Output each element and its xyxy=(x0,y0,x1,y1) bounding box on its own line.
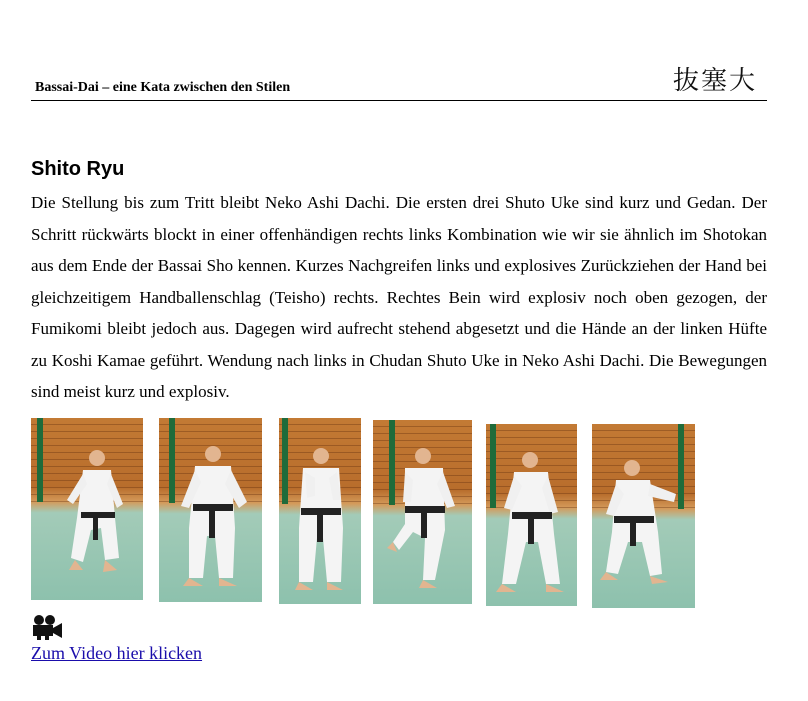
karateka-figure xyxy=(592,424,695,608)
karateka-figure xyxy=(159,418,262,602)
section-title: Shito Ryu xyxy=(31,158,125,180)
karate-photo-6 xyxy=(592,424,695,608)
page-header xyxy=(31,64,767,101)
karateka-figure xyxy=(373,420,472,604)
karate-photo-1 xyxy=(31,418,143,600)
video-camera-icon[interactable] xyxy=(31,614,63,640)
header-title: Bassai-Dai – eine Kata zwischen den Stilen xyxy=(35,80,291,95)
header-kanji-logo: 抜塞大 xyxy=(672,66,757,96)
video-link[interactable]: Zum Video hier klicken xyxy=(31,643,203,663)
karateka-figure xyxy=(31,418,143,600)
karate-photo-2 xyxy=(159,418,262,602)
karateka-figure xyxy=(279,418,361,604)
karate-photo-4 xyxy=(373,420,472,604)
section-body-text: Die Stellung bis zum Tritt bleibt Neko Ashi Dachi. Die ersten drei Shuto Uke sind kurz und Gedan. Der Schritt rückwärts blockt in einer offenhändigen rechts links Kombination wie wir sie ähnlich im Shotokan aus dem Ende der Bassai Sho kennen. Kurzes Nachgreifen links und explosives Zurückziehen der Hand bei gleichzeitigem Handballenschlag (Teisho) rechts. Rechtes Bein wird explosiv noch oben gezogen, der Fumikomi bleibt jedoch aus. Dagegen wird aufrecht stehend abgesetzt und die Hände an der linken Hüfte zu Koshi Kamae geführt. Wendung nach links in Chudan Shuto Uke in Neko Ashi Dachi. Die Bewegungen sind meist kurz und explosiv. xyxy=(31,193,767,401)
karateka-figure xyxy=(486,424,577,606)
karate-photo-3 xyxy=(279,418,361,604)
karate-photo-5 xyxy=(486,424,577,606)
